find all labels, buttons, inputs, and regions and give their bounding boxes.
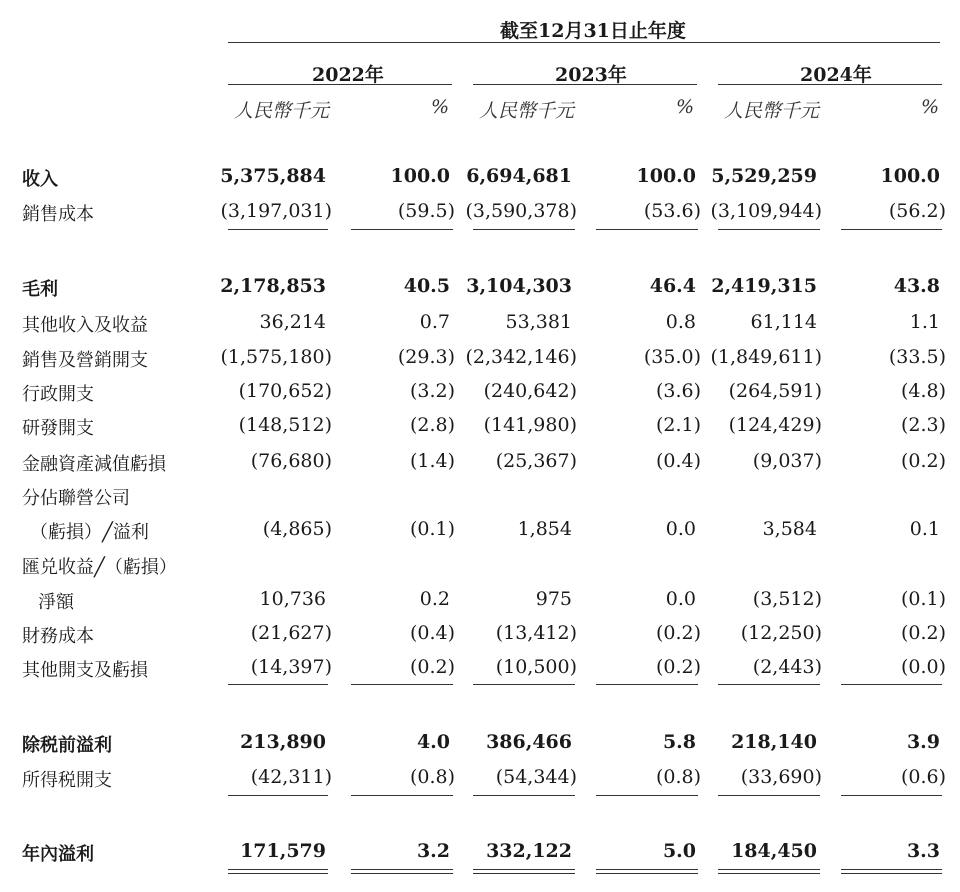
- cell-pct-2023: (0.4): [655, 450, 701, 472]
- cell-amount-2023: 975: [535, 588, 572, 610]
- cell-amount-2023: (54,344): [495, 766, 577, 788]
- cell-pct-2023: 0.8: [665, 311, 696, 333]
- cell-pct-2023: (0.2): [655, 656, 701, 678]
- subtotal-rule: [228, 795, 328, 796]
- cell-amount-2023: (3,590,378): [465, 200, 577, 222]
- cell-pct-2023: (3.6): [655, 380, 701, 402]
- cell-pct-2024: (0.0): [900, 656, 946, 678]
- row-label: 毛利: [22, 279, 58, 300]
- row-label: 財務成本: [22, 626, 94, 647]
- cell-amount-2022: 5,375,884: [220, 165, 326, 187]
- cell-amount-2022: 36,214: [259, 311, 326, 333]
- cell-amount-2023: (240,642): [483, 380, 577, 402]
- subtotal-rule: [473, 684, 575, 685]
- cell-amount-2024: (2,443): [752, 656, 822, 678]
- subtotal-rule: [718, 229, 820, 230]
- cell-pct-2023: 100.0: [636, 165, 696, 187]
- cell-amount-2024: (1,849,611): [710, 346, 822, 368]
- cell-amount-2023: (13,412): [495, 622, 577, 644]
- subtotal-rule: [596, 795, 698, 796]
- unit-pct-2024: %: [921, 96, 940, 118]
- subtotal-rule: [596, 684, 698, 685]
- cell-amount-2022: 10,736: [259, 588, 326, 610]
- subtotal-rule: [718, 795, 820, 796]
- cell-amount-2023: (2,342,146): [465, 346, 577, 368]
- subtotal-rule: [718, 684, 820, 685]
- year-2024-heading: 2024年: [800, 64, 872, 86]
- row-label: 年內溢利: [22, 844, 94, 865]
- row-label: 其他收入及收益: [22, 315, 148, 336]
- cell-amount-2022: (148,512): [238, 414, 332, 436]
- row-label: 銷售及營銷開支: [22, 350, 148, 371]
- cell-amount-2023: 53,381: [505, 311, 572, 333]
- cell-pct-2022: (0.2): [409, 656, 455, 678]
- cell-pct-2022: (1.4): [409, 450, 455, 472]
- period-heading: 截至12月31日止年度: [500, 20, 686, 42]
- row-label: 金融資產減值虧損: [22, 454, 166, 475]
- cell-pct-2022: 4.0: [416, 731, 450, 753]
- cell-pct-2024: (33.5): [888, 346, 946, 368]
- cell-pct-2022: 0.2: [419, 588, 450, 610]
- unit-amount-2023: 人民幣千元: [479, 100, 575, 122]
- subtotal-rule: [351, 229, 453, 230]
- cell-pct-2024: 43.8: [893, 275, 940, 297]
- cell-pct-2022: 3.2: [416, 840, 450, 862]
- cell-pct-2023: 5.8: [662, 731, 696, 753]
- cell-pct-2024: 0.1: [909, 518, 940, 540]
- cell-pct-2024: 1.1: [909, 311, 940, 333]
- cell-amount-2022: (21,627): [250, 622, 332, 644]
- cell-pct-2024: (56.2): [888, 200, 946, 222]
- subtotal-rule: [228, 684, 328, 685]
- row-label: 研發開支: [22, 418, 94, 439]
- row-label: 淨額: [38, 592, 74, 613]
- cell-pct-2023: 46.4: [649, 275, 696, 297]
- subtotal-rule: [473, 229, 575, 230]
- cell-pct-2023: 5.0: [662, 840, 696, 862]
- year-rule-2022: [228, 84, 452, 85]
- row-label: 匯兑收益╱（虧損）: [22, 557, 177, 578]
- cell-pct-2024: (4.8): [900, 380, 946, 402]
- row-label: 其他開支及虧損: [22, 660, 148, 681]
- cell-amount-2023: (141,980): [483, 414, 577, 436]
- unit-pct-2023: %: [676, 96, 695, 118]
- cell-amount-2024: (9,037): [752, 450, 822, 472]
- subtotal-rule: [841, 229, 942, 230]
- cell-amount-2023: 1,854: [517, 518, 572, 540]
- cell-amount-2022: (3,197,031): [220, 200, 332, 222]
- row-label: 分佔聯營公司: [22, 488, 130, 509]
- row-label: 除税前溢利: [22, 735, 112, 756]
- cell-amount-2023: 6,694,681: [466, 165, 572, 187]
- cell-pct-2022: 100.0: [390, 165, 450, 187]
- cell-pct-2022: 40.5: [403, 275, 450, 297]
- cell-amount-2024: 218,140: [731, 731, 817, 753]
- row-label: 銷售成本: [22, 204, 94, 225]
- cell-amount-2024: 5,529,259: [711, 165, 817, 187]
- cell-pct-2023: (35.0): [643, 346, 701, 368]
- cell-pct-2022: (59.5): [397, 200, 455, 222]
- cell-amount-2022: (42,311): [250, 766, 332, 788]
- cell-pct-2022: (0.4): [409, 622, 455, 644]
- row-label: 收入: [22, 169, 58, 190]
- cell-amount-2022: (76,680): [250, 450, 332, 472]
- total-double-rule: [473, 869, 575, 874]
- cell-pct-2022: (2.8): [409, 414, 455, 436]
- cell-pct-2024: 3.9: [906, 731, 940, 753]
- cell-amount-2023: 3,104,303: [466, 275, 572, 297]
- cell-pct-2022: (0.8): [409, 766, 455, 788]
- cell-pct-2022: (0.1): [409, 518, 455, 540]
- cell-pct-2023: 0.0: [665, 518, 696, 540]
- cell-amount-2022: (14,397): [250, 656, 332, 678]
- row-label: 行政開支: [22, 384, 94, 405]
- subtotal-rule: [228, 229, 328, 230]
- total-double-rule: [228, 869, 328, 874]
- subtotal-rule: [351, 795, 453, 796]
- cell-pct-2023: (2.1): [655, 414, 701, 436]
- cell-pct-2024: (0.2): [900, 622, 946, 644]
- cell-amount-2023: 332,122: [486, 840, 572, 862]
- cell-pct-2024: (0.1): [900, 588, 946, 610]
- cell-amount-2023: (25,367): [495, 450, 577, 472]
- cell-amount-2022: (170,652): [238, 380, 332, 402]
- cell-pct-2024: (0.2): [900, 450, 946, 472]
- cell-amount-2024: (3,512): [752, 588, 822, 610]
- cell-amount-2024: 184,450: [731, 840, 817, 862]
- cell-amount-2024: 2,419,315: [711, 275, 817, 297]
- row-label: 所得税開支: [22, 770, 112, 791]
- unit-amount-2022: 人民幣千元: [234, 100, 330, 122]
- cell-pct-2022: (29.3): [397, 346, 455, 368]
- cell-amount-2022: 171,579: [240, 840, 326, 862]
- cell-amount-2024: (12,250): [740, 622, 822, 644]
- subtotal-rule: [841, 684, 942, 685]
- cell-pct-2022: 0.7: [419, 311, 450, 333]
- cell-pct-2023: 0.0: [665, 588, 696, 610]
- subtotal-rule: [473, 795, 575, 796]
- year-rule-2023: [473, 84, 697, 85]
- total-double-rule: [351, 869, 453, 874]
- cell-amount-2023: 386,466: [486, 731, 572, 753]
- cell-pct-2024: (0.6): [900, 766, 946, 788]
- cell-amount-2024: (124,429): [728, 414, 822, 436]
- total-double-rule: [718, 869, 820, 874]
- cell-amount-2024: (33,690): [740, 766, 822, 788]
- total-double-rule: [596, 869, 698, 874]
- cell-amount-2024: 61,114: [750, 311, 817, 333]
- cell-pct-2023: (0.2): [655, 622, 701, 644]
- cell-pct-2023: (53.6): [643, 200, 701, 222]
- cell-pct-2022: (3.2): [409, 380, 455, 402]
- cell-amount-2024: 3,584: [762, 518, 817, 540]
- cell-amount-2022: (1,575,180): [220, 346, 332, 368]
- cell-amount-2024: (264,591): [728, 380, 822, 402]
- cell-amount-2022: 213,890: [240, 731, 326, 753]
- year-2022-heading: 2022年: [312, 64, 384, 86]
- unit-pct-2022: %: [431, 96, 450, 118]
- unit-pct-2024-amount: 人民幣千元: [724, 100, 820, 122]
- subtotal-rule: [596, 229, 698, 230]
- cell-amount-2022: 2,178,853: [220, 275, 326, 297]
- cell-pct-2023: (0.8): [655, 766, 701, 788]
- cell-amount-2024: (3,109,944): [710, 200, 822, 222]
- cell-pct-2024: (2.3): [900, 414, 946, 436]
- cell-pct-2024: 3.3: [906, 840, 940, 862]
- row-label: （虧損）╱溢利: [30, 522, 149, 543]
- subtotal-rule: [351, 684, 453, 685]
- year-2023-heading: 2023年: [555, 64, 627, 86]
- total-double-rule: [841, 869, 942, 874]
- year-rule-2024: [718, 84, 942, 85]
- cell-pct-2024: 100.0: [880, 165, 940, 187]
- cell-amount-2022: (4,865): [262, 518, 332, 540]
- cell-amount-2023: (10,500): [495, 656, 577, 678]
- header-rule: [228, 42, 940, 43]
- subtotal-rule: [841, 795, 942, 796]
